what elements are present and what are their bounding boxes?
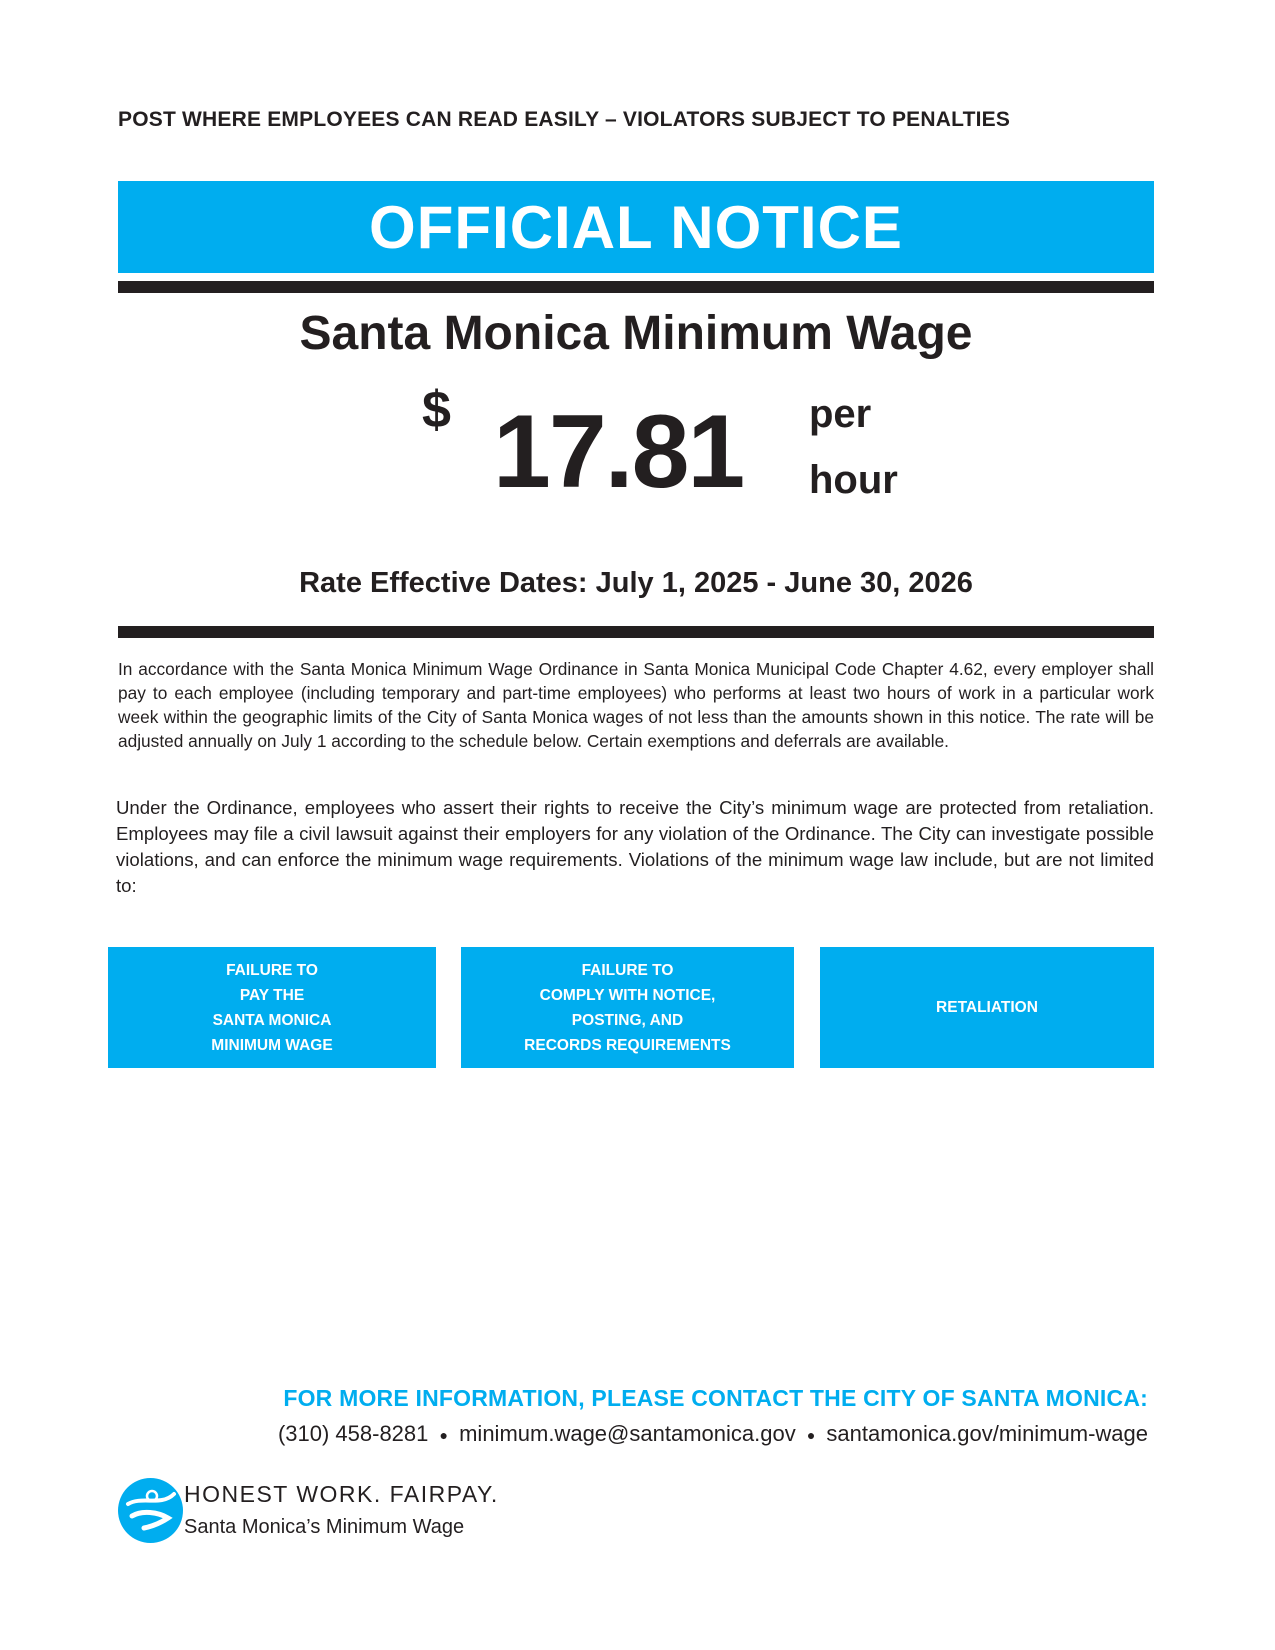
violation-line: FAILURE TO (226, 961, 318, 979)
violation-line: FAILURE TO (581, 961, 674, 979)
divider-bottom (118, 626, 1154, 638)
contact-line (278, 1421, 1148, 1447)
wage-amount: 17.81 (493, 394, 744, 510)
official-notice-banner (118, 181, 1154, 273)
wage-title: Santa Monica Minimum Wage (299, 307, 973, 360)
violation-box-retaliation (820, 947, 1154, 1068)
wage-unit-per: per (809, 392, 872, 436)
ordinance-paragraph: In accordance with the Santa Monica Minimum Wage Ordinance in Santa Monica Municipal Code Chapter 4.62, every employer shall pay to each employee (including temporary and part-time employees) who performs at least two hours of work in a particular work week within the geographic limits of the City of Santa Monica wages of not less than the amounts shown in this notice. The rate will be adjusted annually on July 1 according to the schedule below. Certain exemptions and deferrals are available. (118, 659, 1154, 751)
currency-symbol: $ (422, 381, 451, 439)
wage-unit-hour: hour (809, 458, 898, 502)
violation-line: RECORDS REQUIREMENTS (524, 1036, 731, 1054)
violation-line: PAY THE (239, 986, 305, 1004)
contact-phone[interactable]: (310) 458-8281 (277, 1421, 429, 1446)
contact-heading: FOR MORE INFORMATION, PLEASE CONTACT THE CITY OF SANTA MONICA: (283, 1385, 1148, 1411)
banner-title: OFFICIAL NOTICE (369, 193, 903, 261)
separator-dot: ● (439, 1427, 448, 1444)
brand-subtitle: Santa Monica’s Minimum Wage (184, 1516, 465, 1538)
divider-top (118, 281, 1154, 293)
violation-line: SANTA MONICA (212, 1011, 332, 1029)
violation-box-comply (461, 947, 794, 1068)
violation-line: RETALIATION (936, 999, 1038, 1016)
contact-email[interactable]: minimum.wage@santamonica.gov (459, 1421, 796, 1446)
separator-dot: ● (806, 1427, 816, 1444)
violation-line: COMPLY WITH NOTICE, (539, 986, 716, 1004)
wave-logo-icon (118, 1478, 183, 1543)
retaliation-paragraph: Under the Ordinance, employees who assert their rights to receive the City’s minimum wage are protected from retaliation. Employees may file a civil lawsuit against their employers for any violation of the Ordinance. The City can investigate possible violations, and can enforce the minimum wage requirements. Violations of the minimum wage law include, but are not limited to: (116, 797, 1154, 896)
violation-box-pay (108, 947, 436, 1068)
effective-dates: Rate Effective Dates: July 1, 2025 - June 30, 2026 (299, 567, 973, 599)
violation-line: MINIMUM WAGE (211, 1036, 333, 1054)
contact-website[interactable]: santamonica.gov/minimum-wage (826, 1421, 1148, 1446)
posting-warning: POST WHERE EMPLOYEES CAN READ EASILY – VIOLATORS SUBJECT TO PENALTIES (118, 108, 1011, 131)
violation-line: POSTING, AND (571, 1011, 684, 1029)
brand-slogan: HONEST WORK. FAIRPAY. (184, 1481, 499, 1507)
